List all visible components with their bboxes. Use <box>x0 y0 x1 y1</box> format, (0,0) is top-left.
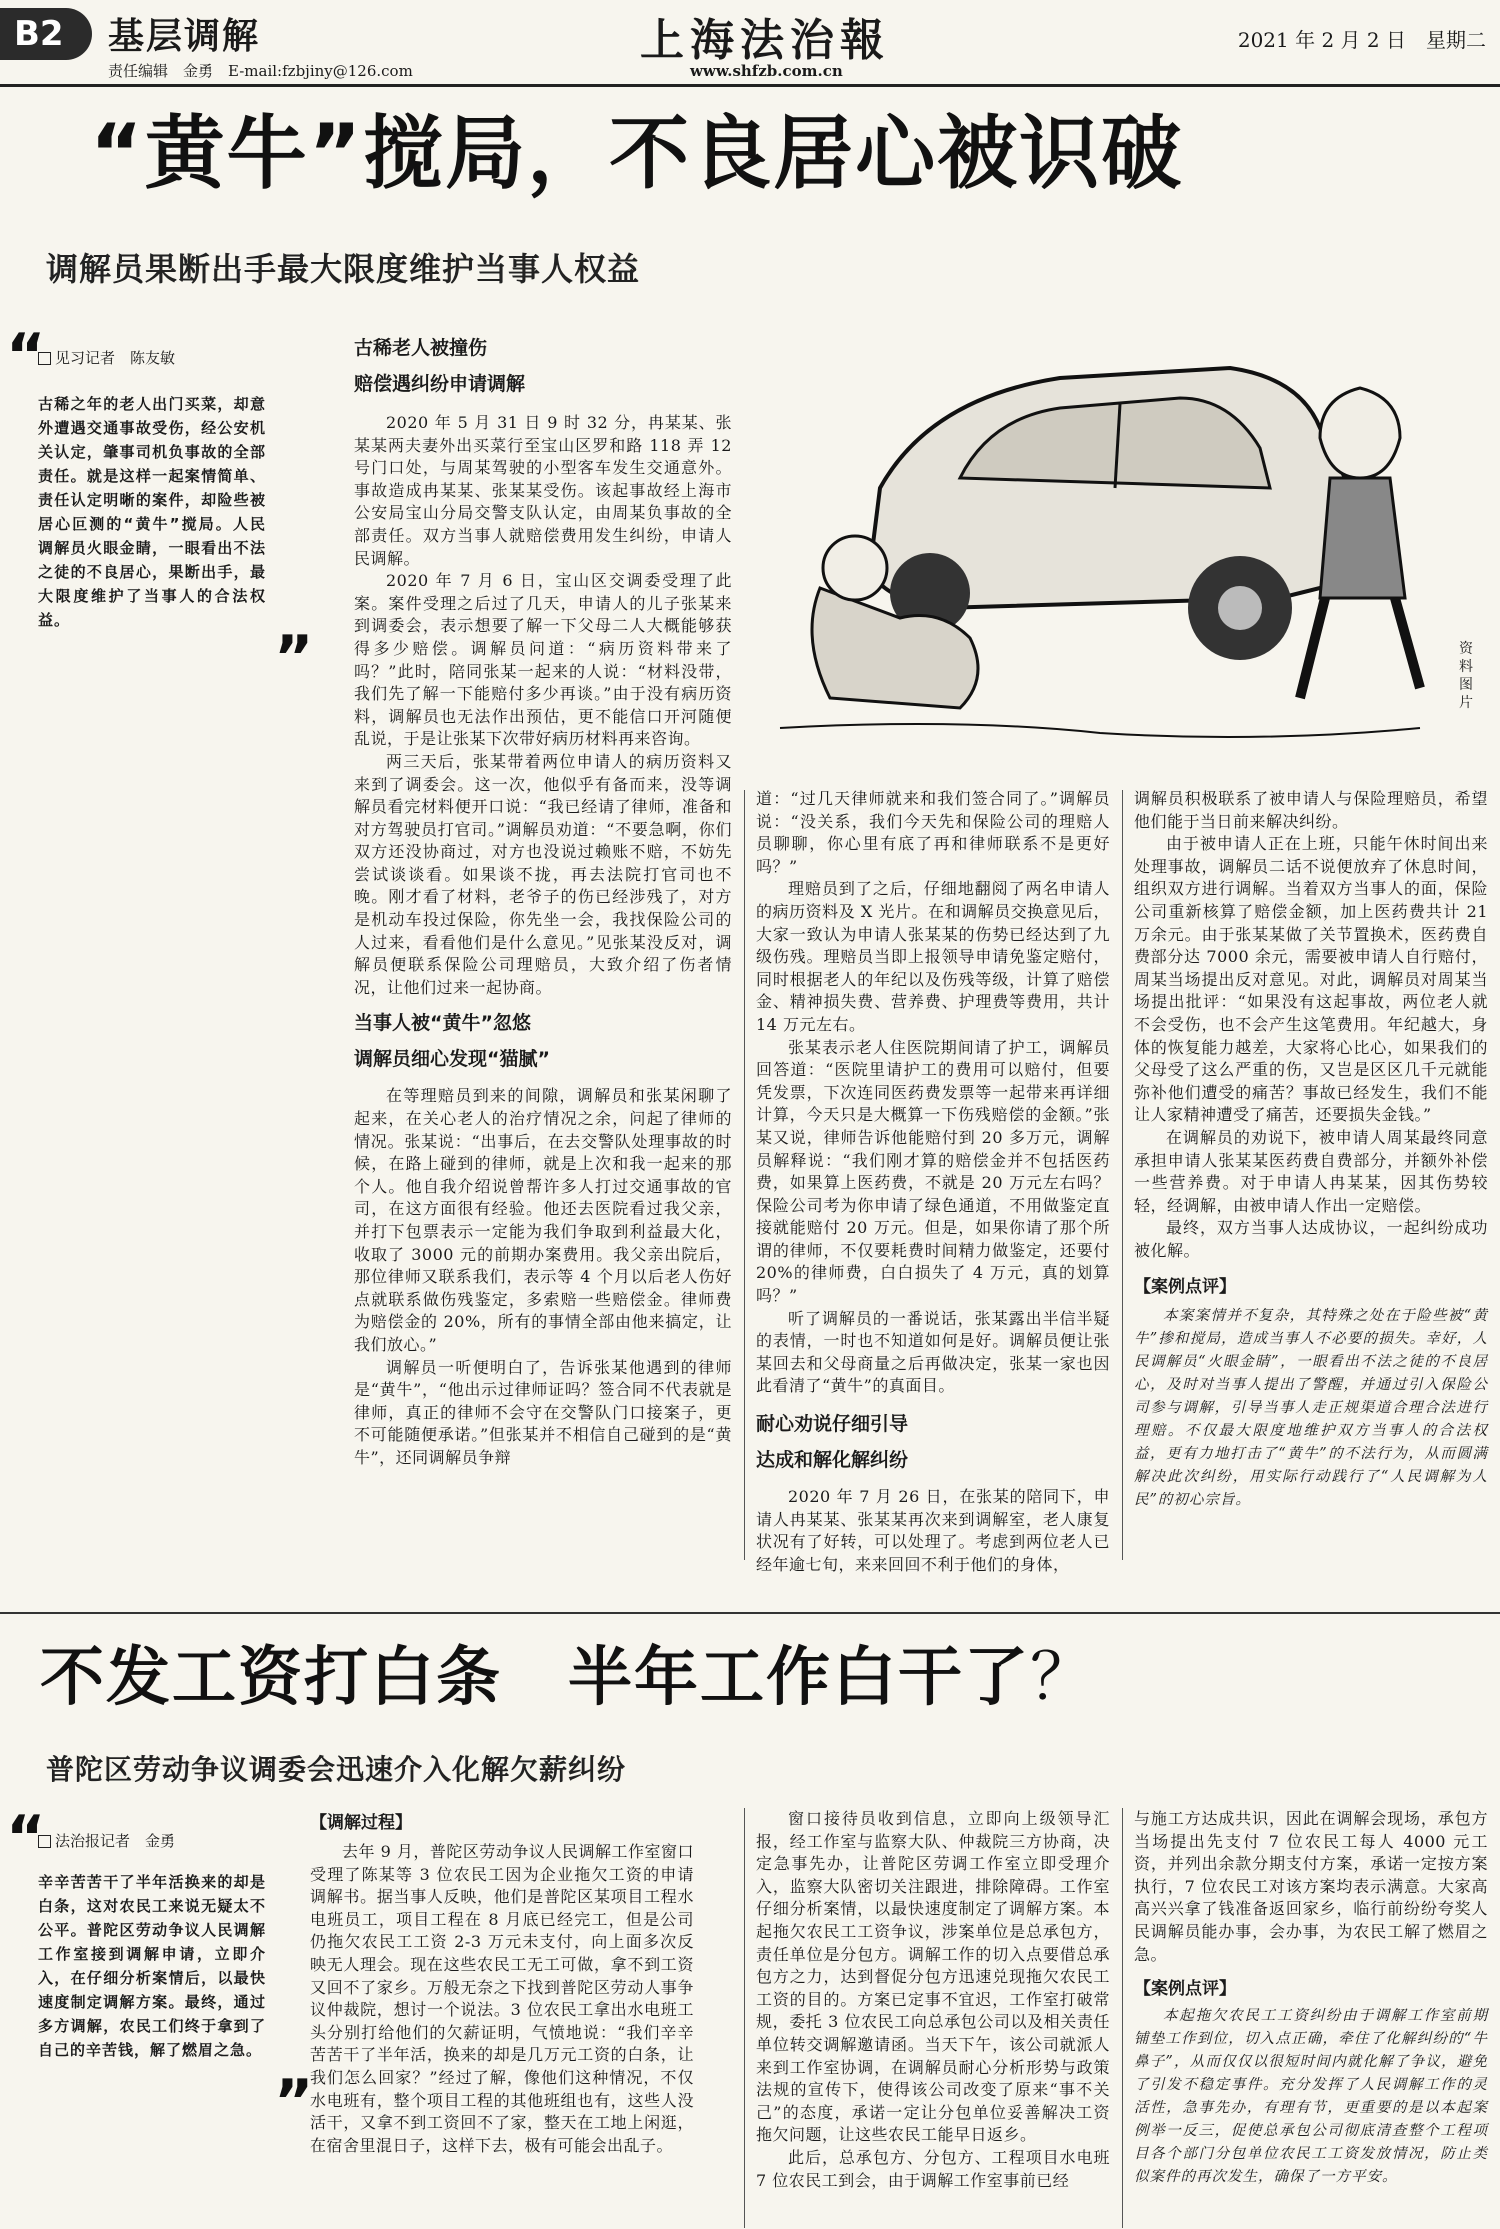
process-tag: 【调解过程】 <box>310 1813 412 1833</box>
article1-column-3 <box>756 788 1110 1576</box>
article1-intro: 古稀之年的老人出门买菜，却意外遭遇交通事故受伤，经公安机关认定，肇事司机负事故的全部责任。就是这样一起案情简单、责任认定明晰的案件，却险些被居心叵测的“黄牛”搅局。人民调解员火眼金睛，一眼看出不法之徒的不良居心，果断出手，最大限度维护了当事人的合法权益。 <box>38 395 266 629</box>
paragraph: 理赔员到了之后，仔细地翻阅了两名申请人的病历资料及 X 光片。在和调解员交换意见后，大家一致认为申请人张某某的伤势已经达到了九级伤残。理赔员当即上报领导申请免鉴定赔付，同时根据老人的年纪以及伤残等级，计算了赔偿金、精神损失费、营养费、护理费等费用，共计 14 万元左右。 <box>756 879 1110 1034</box>
paragraph: 与施工方达成共识，因此在调解会现场，承包方当场提出先支付 7 位农民工每人 4000 元工资，并列出余款分期支付方案，承诺一定按方案执行，7 位农民工对该方案均表示满意。大家高高兴兴拿了钱准备返回家乡，临行前纷纷夸奖人民调解员能办事，会办事，为农民工解了燃眉之急。 <box>1134 1809 1488 1964</box>
header-rule <box>0 84 1500 87</box>
box-icon <box>38 352 51 365</box>
paragraph: 此后，总承包方、分包方、工程项目水电班 7 位农民工到会，由于调解工作室事前已经 <box>756 2147 1110 2190</box>
paragraph: 本案案情并不复杂，其特殊之处在于险些被“黄牛”掺和搅局，造成当事人不必要的损失。幸好，人民调解员“火眼金睛”，一眼看出不法之徒的不良居心，及时对当事人提出了警醒，并通过引入保险公司参与调解，引导当事人走正规渠道合理合法进行理赔。不仅最大限度地维护双方当事人的合法权益，更有力地打击了“黄牛”的不法行为，从而圆满解决此次纠纷，用实际行动践行了“人民调解为人民”的初心宗旨。 <box>1134 1308 1488 1509</box>
paragraph: 2020 年 5 月 31 日 9 时 32 分，冉某某、张某某两夫妻外出买菜行至宝山区罗和路 118 弄 12 号门口处，与周某驾驶的小型客车发生交通意外。事故造成冉某某、张某某受伤。该起事故经上海市公安局宝山分局交警支队认定，由周某负事故的全部责任。双方当事人就赔偿费用发生纠纷，申请人民调解。 <box>354 413 732 568</box>
page-number-badge: B2 <box>0 8 92 60</box>
article2-column-3 <box>756 1808 1110 2192</box>
paragraph: 2020 年 7 月 6 日，宝山区交调委受理了此案。案件受理之后过了几天，申请人的儿子张某来到调委会，表示想要了解一下父母二人大概能够获得多少赔偿。调解员问道：“病历资料带来了吗？”此时，陪同张某一起来的人说：“材料没带，我们先了解一下能赔付多少再谈。”由于没有病历资料，调解员也无法作出预估，更不能信口开河随便乱说，于是让张某下次带好病历材料再来咨询。 <box>354 571 732 749</box>
close-quote-icon: ” <box>274 2067 314 2137</box>
article1-col3-text <box>756 788 1110 1398</box>
box-icon <box>38 1835 51 1848</box>
article2-byline: 法治报记者 金勇 <box>38 1830 175 1851</box>
section1-title-a: 古稀老人被撞伤 <box>354 337 488 359</box>
article2-col3-text <box>756 1808 1110 2192</box>
article1-byline: 见习记者 陈友敏 <box>38 347 175 368</box>
section3-title-a: 耐心劝说仔细引导 <box>756 1413 909 1436</box>
cartoon-illustration <box>760 338 1440 748</box>
article2-headline: 不发工资打白条 半年工作白干了？ <box>40 1641 1096 1715</box>
article2-column-4 <box>1134 1808 1488 2189</box>
paragraph: 最终，双方当事人达成协议，一起纠纷成功被化解。 <box>1134 1218 1488 1260</box>
case-review-tag: 【案例点评】 <box>1134 1979 1236 2000</box>
column-divider <box>744 1808 745 2228</box>
article-separator <box>0 1612 1500 1614</box>
image-credit: 资料图片 <box>1459 641 1473 711</box>
case-review-text <box>1134 1305 1488 1512</box>
article1-col2-text <box>354 412 732 999</box>
paragraph: 在调解员的劝说下，被申请人周某最终同意承担申请人张某某医药费自费部分，并额外补偿一些营养费。对于申请人冉某某，因其伤势较轻，经调解，由被申请人作出一定赔偿。 <box>1134 1127 1488 1215</box>
article1-subheadline: 调解员果断出手最大限度维护当事人权益 <box>46 250 641 288</box>
paragraph: 调解员积极联系了被申请人与保险理赔员，希望他们能于当日前来解决纠纷。 <box>1134 789 1488 831</box>
section-title: 基层调解 <box>108 16 261 57</box>
paragraph: 2020 年 7 月 26 日，在张某的陪同下，申请人冉某某、张某某再次来到调解室，老人康复状况有了好转，可以处理了。考虑到两位老人已经年逾七旬，来来回回不利于他们的身体， <box>756 1487 1110 1574</box>
paragraph: 两三天后，张某带着两位申请人的病历资料又来到了调委会。这一次，他似乎有备而来，没等调解员看完材料便开口说：“我已经请了律师，准备和对方驾驶员打官司。”调解员劝道：“不要急啊，你们双方还没协商过，对方也没说过赖账不赔，不妨先尝试谈谈看。如果谈不拢，再去法院打官司也不晚。刚才看了材料，老爷子的伤已经涉残了，对方是机动车投过保险，你先坐一会，我找保险公司的人过来，看看他们是什么意见。”见张某没反对，调解员便联系保险公司理赔员，大致介绍了伤者情况，让他们过来一起协商。 <box>354 751 732 997</box>
open-quote-icon: “ <box>6 321 46 391</box>
issue-date: 2021 年 2 月 2 日 星期二 <box>1237 28 1486 52</box>
paragraph: 本起拖欠农民工工资纠纷由于调解工作室前期铺垫工作到位，切入点正确，牵住了化解纠纷的“牛鼻子”，从而仅仅以很短时间内就化解了争议，避免了引发不稳定事件。充分发挥了人民调解工作的灵活性，急事先办，有理有节，更重要的是以本起案例举一反三，促使总承包公司彻底清查整个工程项目各个部门分包单位农民工工资发放情况，防止类似案件的再次发生，确保了一方平安。 <box>1134 2008 1488 2186</box>
article1-headline: “黄牛”搅局，不良居心被识破 <box>90 107 1184 200</box>
article2-intro: 辛辛苦苦干了半年活换来的却是白条，这对农民工来说无疑太不公平。普陀区劳动争议人民调解工作室接到调解申请，立即介入，在仔细分析案情后，以最快速度制定调解方案。最终，通过多方调解，农民工们终于拿到了自己的辛苦钱，解了燃眉之急。 <box>38 1873 266 2059</box>
article1-column-4 <box>1134 788 1488 1512</box>
editor-line: 责任编辑 金勇 E-mail:fzbjiny@126.com <box>108 62 413 80</box>
newspaper-logo: 上海法治報 <box>640 15 890 66</box>
article1-col4-text <box>1134 788 1488 1262</box>
case-review-text <box>1134 2005 1488 2189</box>
column-divider <box>744 790 745 1560</box>
paragraph: 调解员一听便明白了，告诉张某他遇到的律师是“黄牛”，“他出示过律师证吗？签合同不代表就是律师，真正的律师不会守在交警队门口接案子，更不可能随便承诺。”但张某并不相信自己碰到的是“黄牛”，还同调解员争辩 <box>354 1357 732 1467</box>
paragraph: 听了调解员的一番说话，张某露出半信半疑的表情，一时也不知道如何是好。调解员便让张某回去和父母商量之后再做决定，张某一家也因此看清了“黄牛”的真面目。 <box>756 1308 1110 1396</box>
article2-subheadline: 普陀区劳动争议调委会迅速介入化解欠薪纠纷 <box>46 1753 627 1786</box>
section2-title-a: 当事人被“黄牛”忽悠 <box>354 1012 531 1035</box>
newspaper-url: www.shfzb.com.cn <box>690 62 843 80</box>
paragraph: 在等理赔员到来的间隙，调解员和张某闲聊了起来，在关心老人的治疗情况之余，问起了律师的情况。张某说：“出事后，在去交警队处理事故的时候，在路上碰到的律师，就是上次和我一起来的那个人。他自我介绍说曾帮许多人打过交通事故的官司，在这方面很有经验。他还去医院看过我父亲，并打下包票表示一定能为我们争取到利益最大化，收取了 3000 元的前期办案费用。我父亲出院后，那位律师又联系我们，表示等 4 个月以后老人伤好点就联系做伤残鉴定，多索赔一些赔偿金。律师费为赔偿金的 20%，所有的事情全部由他来搞定，让我们放心。” <box>354 1086 732 1354</box>
paragraph: 去年 9 月，普陀区劳动争议人民调解工作室窗口受理了陈某等 3 位农民工因为企业拖欠工资的申请调解书。据当事人反映，他们是普陀区某项目工程水电班员工，项目工程在 8 月底已经完工，但是公司仍拖欠农民工工资 2-3 万元未支付，向上面多次反映无人理会。现在这些农民工无工可做，拿不到工资又回不了家乡。万般无奈之下找到普陀区劳动人事争议仲裁院，想讨一个说法。3 位农民工拿出水电班工头分别打给他们的欠薪证明，气愤地说：“我们辛辛苦苦干了半年活，换来的却是几万元工资的白条，让我们怎么回家？”经过了解，像他们这种情况，不仅水电班有，整个项目工程的其他班组也有，这些人没活干，又拿不到工资回不了家，整天在工地上闲逛，在宿舍里混日子，这样下去，极有可能会出乱子。 <box>310 1842 694 2155</box>
section1-title-b: 赔偿遇纠纷申请调解 <box>354 373 526 395</box>
column-divider <box>1122 1808 1123 2228</box>
paragraph: 窗口接待员收到信息，立即向上级领导汇报，经工作室与监察大队、仲裁院三方协商，决定急事先办，让普陀区劳调工作室立即受理介入，监察大队密切关注跟进，排除障碍。工作室仔细分析案情，以最快速度制定了调解方案。本起拖欠农民工工资争议，涉案单位是总承包方，责任单位是分包方。调解工作的切入点要借总承包方之力，达到督促分包方迅速兑现拖欠农民工工资的目的。方案已定事不宜迟，工作室打破常规，委托 3 位农民工向总承包公司以及相关责任单位转交调解邀请函。当天下午，该公司就派人来到工作室协调，在调解员耐心分析形势与政策法规的宣传下，使得该公司改变了原来“事不关己”的态度，承诺一定让分包单位妥善解决工资拖欠问题，让这些农民工能早日返乡。 <box>756 1809 1110 2145</box>
article1-col3b-text <box>756 1486 1110 1576</box>
paragraph: 道：“过几天律师就来和我们签合同了。”调解员说：“没关系，我们今天先和保险公司的理赔人员聊聊，你心里有底了再和律师联系不是更好吗？” <box>756 789 1110 876</box>
article2-col4-text <box>1134 1808 1488 1966</box>
case-review-tag: 【案例点评】 <box>1134 1277 1236 1298</box>
paragraph: 张某表示老人住医院期间请了护工，调解员回答道：“医院里请护工的费用可以赔付，但要凭发票，下次连同医药费发票等一起带来再详细计算，今天只是大概算一下伤残赔偿的金额。”张某又说，律师告诉他能赔付到 20 多万元，调解员解释说：“我们刚才算的赔偿金并不包括医药费，如果算上医药费，不就是 20 万元左右吗？保险公司考为你申请了绿色通道，不用做鉴定直接就能赔付 20 万元。但是，如果你请了那个所谓的律师，不仅要耗费时间精力做鉴定，还要付 20%的律师费，白白损失了 4 万元，真的划算吗？” <box>756 1037 1110 1306</box>
article1-column-2 <box>354 330 732 1470</box>
article2-column-2 <box>310 1808 694 2157</box>
section3-title-b: 达成和解化解纠纷 <box>756 1449 909 1472</box>
column-divider <box>1122 790 1123 1560</box>
close-quote-icon: ” <box>274 623 314 693</box>
paragraph: 由于被申请人正在上班，只能午休时间出来处理事故，调解员二话不说便放弃了休息时间，组织双方进行调解。当着双方当事人的面，保险公司重新核算了赔偿金额，加上医药费共计 21 万余元。由于张某某做了关节置换术，医药费自费部分达 7000 余元，需要被申请人自行赔付，周某当场提出反对意见。对此，调解员对周某当场提出批评：“如果没有这起事故，两位老人就不会受伤，也不会产生这笔费用。年纪越大，身体的恢复能力越差，大家将心比心，如果我们的父母受了这么严重的伤，又岂是区区几千元就能弥补他们遭受的痛苦？事故已经发生，我们不能让人家精神遭受了痛苦，还要损失金钱。” <box>1134 834 1488 1125</box>
open-quote-icon: “ <box>6 1803 46 1873</box>
section2-title-b: 调解员细心发现“猫腻” <box>354 1048 550 1071</box>
article2-col2-text <box>310 1841 694 2157</box>
article1-col2b-text <box>354 1085 732 1469</box>
